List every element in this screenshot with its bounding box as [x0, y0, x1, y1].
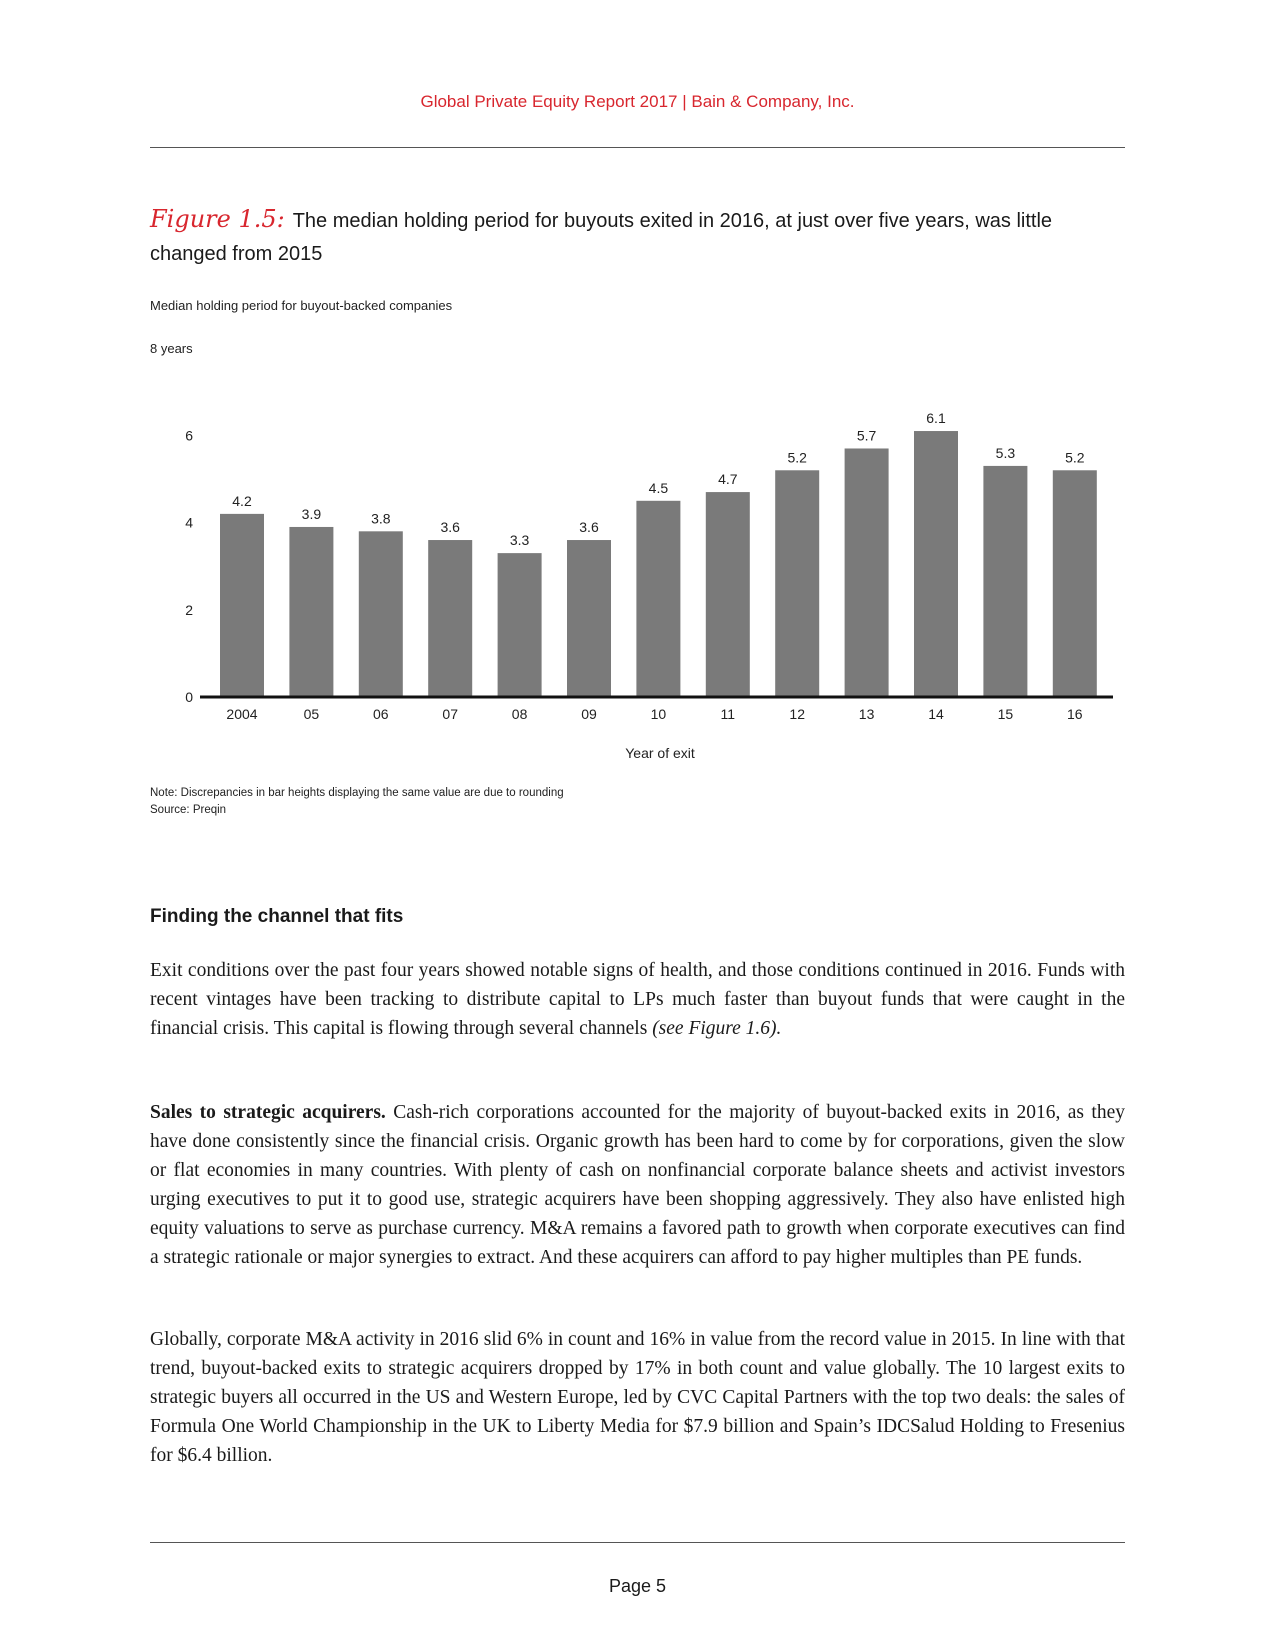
bar [359, 531, 403, 697]
paragraph-2-lead: Sales to strategic acquirers. [150, 1102, 386, 1123]
x-tick-label: 16 [1067, 706, 1083, 722]
bar [706, 492, 750, 697]
y-tick-label: 0 [185, 689, 193, 705]
figure-title: The median holding period for buyouts exited in 2016, at just over five years, was little changed from 2015 [150, 210, 1053, 265]
chart-note: Note: Discrepancies in bar heights displaying the same value are due to rounding [150, 787, 564, 799]
figure-label: Figure 1.5: [150, 205, 285, 233]
x-axis-title: Year of exit [625, 745, 695, 761]
x-tick-label: 12 [789, 706, 805, 722]
bar [983, 466, 1027, 697]
bar-chart [0, 0, 1275, 800]
bar-value-label: 5.7 [856, 427, 877, 444]
bar [1053, 470, 1097, 697]
bar-value-label: 5.2 [1065, 449, 1085, 466]
bar-value-label: 5.3 [995, 444, 1016, 461]
chart-unit-label: 8 years [150, 341, 193, 356]
bar-value-label: 4.2 [232, 492, 252, 509]
report-header: Global Private Equity Report 2017 | Bain & Company, Inc. [420, 92, 855, 111]
paragraph-2 [150, 1098, 1125, 1272]
y-tick-label: 2 [185, 601, 193, 618]
paragraph-1-text: Exit conditions over the past four years showed notable signs of health, and those conditions continued in 2016. Funds with recent vintages have been tracking to distribute capital to LPs much faster than buyout funds that were caught in the financial crisis. This capital is flowing through several channels [150, 960, 1125, 1039]
y-tick-label: 6 [185, 427, 193, 444]
x-tick-label: 06 [373, 706, 389, 722]
paragraph-1 [150, 956, 1125, 1043]
bar-value-label: 4.5 [648, 479, 669, 496]
bar-value-label: 4.7 [718, 471, 738, 488]
footer-divider [150, 1542, 1125, 1543]
bar-value-label: 3.6 [579, 519, 599, 536]
paragraph-2-text: Cash-rich corporations accounted for the majority of buyout-backed exits in 2016, as they have done consistently since the financial crisis. Organic growth has been hard to come by for corporations, given the slow or flat economies in many countries. With plenty of cash on nonfinancial corporate balance sheets and activist investors urging executives to put it to good use, strategic acquirers have been shopping aggressively. They also have enlisted high equity valuations to serve as purchase currency. M&A remains a favored path to growth when corporate executives can find a strategic rationale or major synergies to extract. And these acquirers can afford to pay higher multiples than PE funds. [150, 1102, 1125, 1268]
x-tick-label: 08 [511, 706, 528, 722]
x-tick-label: 05 [303, 706, 320, 722]
paragraph-3: Globally, corporate M&A activity in 2016 slid 6% in count and 16% in value from the record value in 2015. In line with that trend, buyout-backed exits to strategic acquirers dropped by 17% in both count and value globally. The 10 largest exits to strategic buyers all occurred in the US and Western Europe, led by CVC Capital Partners with the top two deals: the sales of Formula One World Championship in the UK to Liberty Media for $7.9 billion and Spain’s IDCSalud Holding to Fresenius for $6.4 billion. [150, 1329, 1125, 1466]
bar [567, 540, 611, 697]
bar [498, 553, 542, 697]
x-tick-label: 10 [650, 706, 667, 722]
bar-value-label: 6.1 [926, 410, 946, 427]
bar-value-label: 3.8 [371, 510, 391, 527]
x-tick-label: 2004 [226, 706, 258, 722]
bar [914, 431, 958, 697]
bar [428, 540, 472, 697]
x-tick-label: 09 [581, 706, 597, 722]
bar-value-label: 3.9 [301, 505, 322, 522]
bar-value-label: 3.6 [440, 519, 460, 536]
x-tick-label: 07 [442, 706, 458, 722]
bar [220, 514, 264, 697]
x-tick-label: 11 [720, 706, 736, 722]
bar-value-label: 3.3 [509, 532, 530, 549]
section-heading: Finding the channel that fits [150, 906, 404, 927]
x-tick-label: 15 [997, 706, 1014, 722]
figure-reference-link[interactable]: (see Figure 1.6). [652, 1018, 782, 1039]
bar [775, 470, 819, 697]
x-tick-label: 14 [928, 706, 944, 722]
x-tick-label: 13 [858, 706, 875, 722]
bar [845, 448, 889, 697]
bar [289, 527, 333, 697]
chart-subtitle: Median holding period for buyout-backed companies [150, 298, 453, 313]
bar [636, 501, 680, 697]
y-tick-label: 4 [185, 514, 193, 531]
bar-value-label: 5.2 [787, 449, 807, 466]
chart-source: Source: Preqin [150, 804, 227, 816]
page-number: Page 5 [608, 1576, 667, 1596]
